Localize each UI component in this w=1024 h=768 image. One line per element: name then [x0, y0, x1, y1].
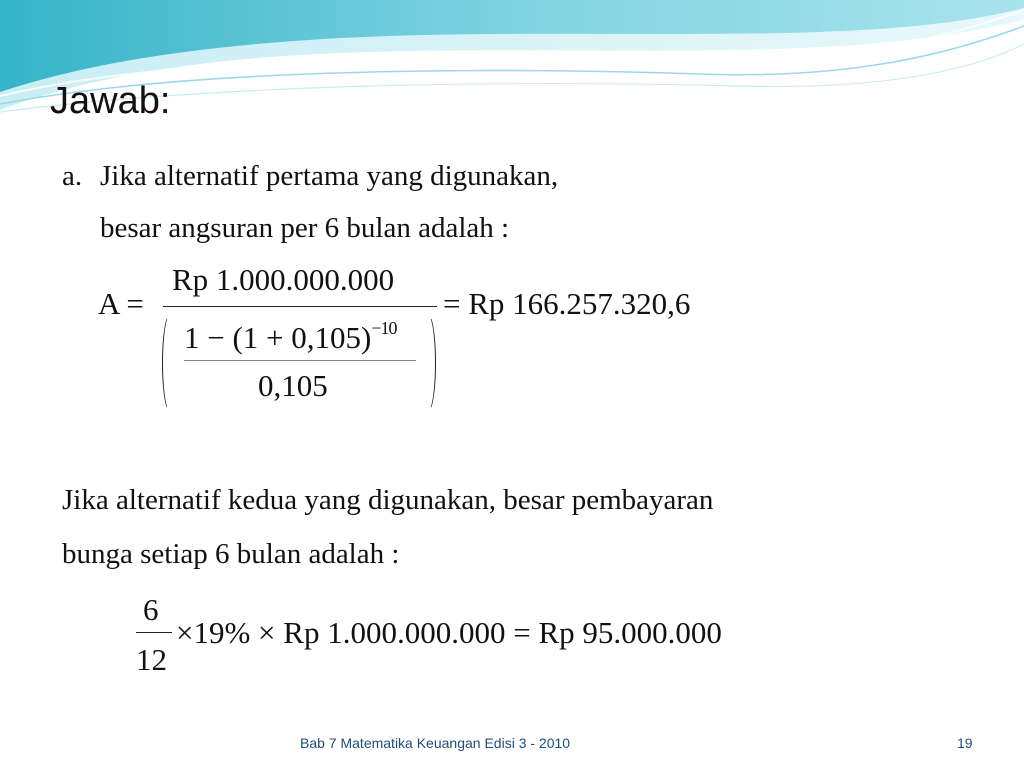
part-b-line1: Jika alternatif kedua yang digunakan, besar pembayaran: [62, 484, 714, 516]
formula1-exponent: −10: [371, 318, 397, 338]
formula2-fraction-bar: [136, 632, 172, 633]
part-a-line2: besar angsuran per 6 bulan adalah :: [100, 212, 510, 244]
formula1-inner-numerator: $1 - (1 + 0,105)^{-10}$: [184, 318, 397, 355]
page-number: 19: [957, 735, 973, 751]
part-b-line2: bunga setiap 6 bulan adalah :: [62, 538, 400, 570]
footer-text: Bab 7 Matematika Keuangan Edisi 3 - 2010: [300, 735, 571, 751]
formula2-denominator: 12: [136, 642, 167, 677]
formula1-result: = Rp 166.257.320,6: [443, 286, 691, 321]
right-parenthesis: [420, 314, 436, 412]
part-a-marker: a.: [62, 160, 83, 192]
formula2-expression: ×19% × Rp 1.000.000.000 = Rp 95.000.000: [176, 615, 722, 650]
formula1-fraction-bar: [163, 306, 437, 307]
formula1-inner-denominator: 0,105: [258, 368, 328, 403]
formula1-lhs: A =: [98, 286, 144, 321]
formula1-inner-fraction-bar: [184, 360, 416, 361]
formula1-numerator: Rp 1.000.000.000: [172, 262, 395, 297]
formula2-numerator: 6: [143, 592, 159, 627]
slide-title: Jawab:: [50, 80, 171, 122]
left-parenthesis: [162, 314, 178, 412]
part-a-line1: Jika alternatif pertama yang digunakan,: [100, 160, 559, 192]
